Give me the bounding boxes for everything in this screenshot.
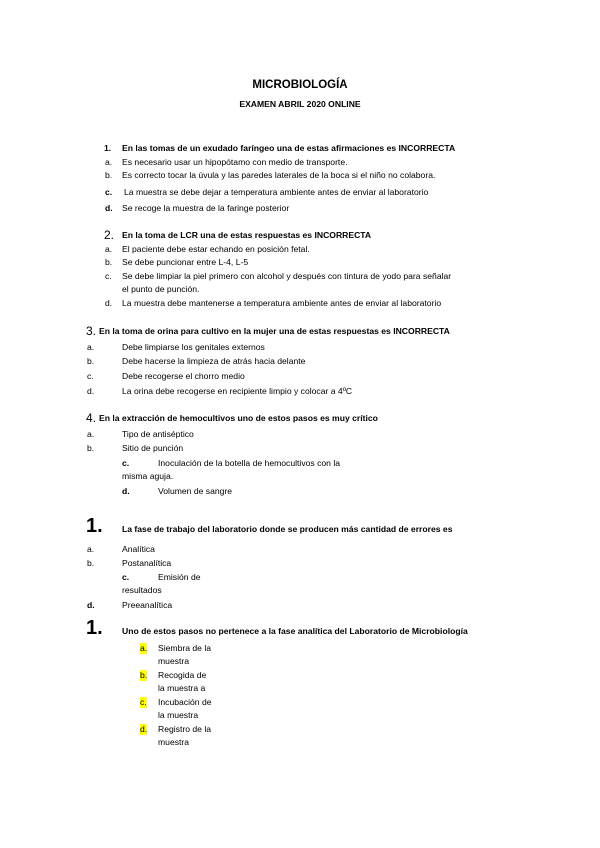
option-text: Preeanalítica [122, 600, 173, 610]
option-letter: c. [105, 187, 113, 197]
question-text: La fase de trabajo del laboratorio donde se producen más cantidad de errores es [122, 524, 453, 534]
option-letter: a. [140, 643, 148, 653]
question-number: 2. [104, 228, 115, 242]
option-letter: d. [105, 298, 113, 308]
question-text: En la toma de orina para cultivo en la mujer una de estas respuestas es INCORRECTA [99, 326, 450, 336]
option-text: Debe limpiarse los genitales externos [122, 342, 265, 352]
option-text-continued: la muestra [158, 710, 199, 720]
document-title: MICROBIOLOGÍA [252, 79, 348, 91]
option-letter: c. [105, 271, 112, 281]
question-number: 3. [86, 324, 97, 338]
document-subtitle: EXAMEN ABRIL 2020 ONLINE [239, 99, 361, 109]
option-text: Incubación de [158, 697, 212, 707]
option-letter: b. [140, 670, 148, 680]
option-letter: d. [122, 486, 130, 496]
option-text-continued: muestra [158, 737, 190, 747]
question-number: 4. [86, 411, 97, 425]
option-text: El paciente debe estar echando en posición fetal. [122, 244, 310, 254]
option-text: Se debe puncionar entre L-4, L-5 [122, 257, 249, 267]
option-text-continued: resultados [122, 585, 162, 595]
question-text: Uno de estos pasos no pertenece a la fase analítica del Laboratorio de Microbiología [122, 626, 468, 636]
option-letter: c. [122, 458, 130, 468]
option-text-continued: muestra [158, 656, 190, 666]
option-text: Recogida de [158, 670, 207, 680]
option-text: Volumen de sangre [158, 486, 233, 496]
option-text: Tipo de antiséptico [122, 429, 194, 439]
question-text: En las tomas de un exudado faríngeo una de estas afirmaciones es INCORRECTA [122, 143, 456, 153]
option-text: La orina debe recogerse en recipiente limpio y colocar a 4ºC [122, 386, 353, 396]
option-text: Emisión de [158, 572, 201, 582]
option-text: La muestra debe mantenerse a temperatura ambiente antes de enviar al laboratorio [122, 298, 442, 308]
option-letter: b. [105, 257, 113, 267]
option-letter: d. [140, 724, 148, 734]
option-text-continued: la muestra a [158, 683, 206, 693]
option-text-continued: el punto de punción. [122, 284, 200, 294]
question-text: En la extracción de hemocultivos uno de estos pasos es muy crítico [99, 413, 378, 423]
option-letter: a. [87, 342, 95, 352]
option-letter: b. [87, 443, 95, 453]
option-letter: d. [87, 386, 95, 396]
option-letter: c. [87, 371, 94, 381]
option-text: Es correcto tocar la úvula y las paredes laterales de la boca si el niño no colabora. [122, 170, 436, 180]
option-text: Se recoge la muestra de la faringe posterior [122, 203, 290, 213]
option-letter: b. [87, 356, 95, 366]
option-letter: a. [87, 429, 95, 439]
option-text: La muestra se debe dejar a temperatura ambiente antes de enviar al laboratorio [124, 187, 429, 197]
option-text: Debe recogerse el chorro medio [122, 371, 245, 381]
option-letter: d. [87, 600, 95, 610]
option-letter: b. [87, 558, 95, 568]
question-number: 1. [86, 617, 103, 639]
option-text: Registro de la [158, 724, 212, 734]
question-number: 1. [104, 143, 112, 153]
option-text: Debe hacerse la limpieza de atrás hacia delante [122, 356, 306, 366]
option-text: Postanalítica [122, 558, 172, 568]
option-letter: a. [87, 544, 95, 554]
option-text: Se debe limpiar la piel primero con alcohol y después con tintura de yodo para señalar [122, 271, 452, 281]
option-letter: d. [105, 203, 113, 213]
option-text: Inoculación de la botella de hemocultivos con la [158, 458, 341, 468]
option-text: Analítica [122, 544, 155, 554]
option-text: Siembra de la [158, 643, 212, 653]
option-letter: a. [105, 244, 113, 254]
option-letter: b. [105, 170, 113, 180]
question-text: En la toma de LCR una de estas respuestas es INCORRECTA [122, 230, 372, 240]
option-text: Es necesario usar un hipopótamo con medio de transporte. [122, 157, 348, 167]
option-letter: c. [140, 697, 147, 707]
option-text: Sitio de punción [122, 443, 184, 453]
option-text-continued: misma aguja. [122, 471, 174, 481]
option-letter: c. [122, 572, 130, 582]
question-number: 1. [86, 515, 103, 537]
option-letter: a. [105, 157, 113, 167]
